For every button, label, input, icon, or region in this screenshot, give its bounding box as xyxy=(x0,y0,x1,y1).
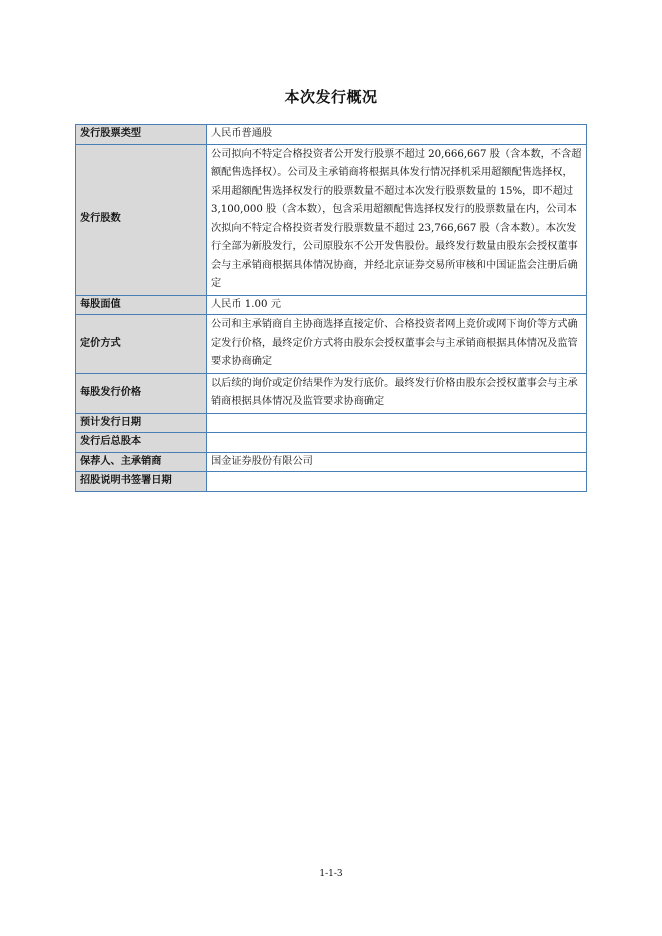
row-label-pricing-method: 定价方式 xyxy=(76,315,207,374)
table-row xyxy=(76,315,587,374)
row-value-signing-date xyxy=(207,472,587,492)
row-label-total-shares: 发行后总股本 xyxy=(76,433,207,453)
row-label-issue-date: 预计发行日期 xyxy=(76,413,207,433)
row-value-pricing-method: 公司和主承销商自主协商选择直接定价、合格投资者网上竞价或网下询价等方式确定发行价格，最终定价方式将由股东会授权董事会与主承销商根据具体情况及监管要求协商确定 xyxy=(207,315,587,374)
row-value-par-value: 人民币 1.00 元 xyxy=(207,295,587,315)
row-label-issue-price: 每股发行价格 xyxy=(76,373,207,413)
row-value-total-shares xyxy=(207,433,587,453)
table-row xyxy=(76,452,587,472)
row-value-stock-type: 人民币普通股 xyxy=(207,125,587,145)
document-title: 本次发行概况 xyxy=(284,88,378,106)
table-row xyxy=(76,125,587,145)
offering-summary-table xyxy=(75,124,587,492)
row-label-par-value: 每股面值 xyxy=(76,295,207,315)
table-row xyxy=(76,373,587,413)
row-label-sponsor: 保荐人、主承销商 xyxy=(76,452,207,472)
table-row xyxy=(76,413,587,433)
row-value-issue-price: 以后续的询价或定价结果作为发行底价。最终发行价格由股东会授权董事会与主承销商根据具体情况及监管要求协商确定 xyxy=(207,373,587,413)
row-value-sponsor: 国金证券股份有限公司 xyxy=(207,452,587,472)
table-row xyxy=(76,295,587,315)
row-label-signing-date: 招股说明书签署日期 xyxy=(76,472,207,492)
row-value-share-count: 公司拟向不特定合格投资者公开发行股票不超过 20,666,667 股（含本数，不含超额配售选择权）。公司及主承销商将根据具体发行情况择机采用超额配售选择权，采用超额配售选择权发行的股票数量不超过本次发行股票数量的 15%，即不超过 3,100,000 股（含本数），包含采用超额配售选择权发行的股票数量在内，公司本次拟向不特定合格投资者发行股票数量不超过 23,766,667 股（含本数）。本次发行全部为新股发行，公司原股东不公开发售股份。最终发行数量由股东会授权董事会与主承销商根据具体情况协商，并经北京证券交易所审核和中国证监会注册后确定 xyxy=(207,144,587,295)
page-number: 1-1-3 xyxy=(319,869,343,879)
row-label-stock-type: 发行股票类型 xyxy=(76,125,207,145)
table-row xyxy=(76,472,587,492)
row-value-issue-date xyxy=(207,413,587,433)
table-row xyxy=(76,144,587,295)
table-row xyxy=(76,433,587,453)
row-label-share-count: 发行股数 xyxy=(76,144,207,295)
